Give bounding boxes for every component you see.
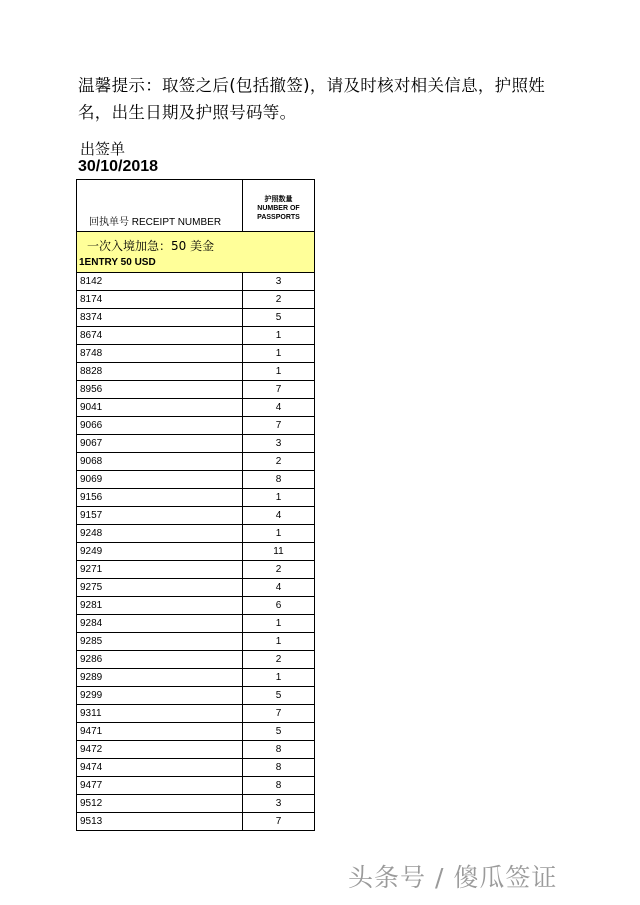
table-row bbox=[77, 435, 315, 453]
passport-count-cell: 2 bbox=[243, 561, 315, 579]
table-row bbox=[77, 705, 315, 723]
passport-count-cell: 8 bbox=[243, 471, 315, 489]
table-row bbox=[77, 363, 315, 381]
table-row bbox=[77, 309, 315, 327]
document-date: 30/10/2018 bbox=[78, 158, 159, 175]
passport-count-cell: 2 bbox=[243, 651, 315, 669]
passport-count-header-en-1: NUMBER OF bbox=[257, 205, 300, 212]
passport-count-cell: 1 bbox=[243, 525, 315, 543]
receipt-number-cell: 9281 bbox=[77, 597, 243, 615]
receipt-number-cell: 9068 bbox=[77, 453, 243, 471]
passport-count-cell: 6 bbox=[243, 597, 315, 615]
table-row bbox=[77, 489, 315, 507]
table-row bbox=[77, 525, 315, 543]
document-title: 出签单 bbox=[80, 140, 126, 158]
passport-count-cell: 5 bbox=[243, 723, 315, 741]
passport-count-cell: 8 bbox=[243, 777, 315, 795]
passport-count-cell: 3 bbox=[243, 795, 315, 813]
receipt-number-cell: 9248 bbox=[77, 525, 243, 543]
passport-count-cell: 4 bbox=[243, 507, 315, 525]
passport-count-header-cn: 护照数量 bbox=[264, 196, 293, 203]
table-row bbox=[77, 687, 315, 705]
passport-count-cell: 4 bbox=[243, 579, 315, 597]
watermark: 头条号 / 傻瓜签证 bbox=[348, 863, 558, 892]
receipt-number-cell: 8828 bbox=[77, 363, 243, 381]
passport-count-cell: 8 bbox=[243, 741, 315, 759]
table-row bbox=[77, 453, 315, 471]
passport-count-cell: 7 bbox=[243, 417, 315, 435]
table-row bbox=[77, 543, 315, 561]
receipt-number-header: 回执单号 RECEIPT NUMBER bbox=[77, 180, 243, 232]
receipt-number-cell: 9156 bbox=[77, 489, 243, 507]
receipt-number-cell: 9285 bbox=[77, 633, 243, 651]
receipt-number-cell: 9311 bbox=[77, 705, 243, 723]
table-row bbox=[77, 471, 315, 489]
passport-count-cell: 7 bbox=[243, 705, 315, 723]
passport-count-cell: 7 bbox=[243, 813, 315, 831]
receipt-table bbox=[76, 179, 315, 831]
table-row bbox=[77, 507, 315, 525]
section-label-cn: 一次入境加急：50 美金 bbox=[87, 239, 215, 253]
table-row bbox=[77, 597, 315, 615]
receipt-number-cell: 9067 bbox=[77, 435, 243, 453]
passport-count-cell: 1 bbox=[243, 363, 315, 381]
table-row bbox=[77, 345, 315, 363]
passport-count-cell: 1 bbox=[243, 615, 315, 633]
receipt-number-cell: 9477 bbox=[77, 777, 243, 795]
passport-count-cell: 2 bbox=[243, 453, 315, 471]
table-row bbox=[77, 633, 315, 651]
receipt-number-cell: 8748 bbox=[77, 345, 243, 363]
passport-count-cell: 1 bbox=[243, 345, 315, 363]
receipt-number-cell: 9299 bbox=[77, 687, 243, 705]
passport-count-header-en-2: PASSPORTS bbox=[257, 214, 300, 221]
passport-count-cell: 1 bbox=[243, 669, 315, 687]
receipt-number-cell: 9471 bbox=[77, 723, 243, 741]
passport-count-cell: 1 bbox=[243, 327, 315, 345]
table-row bbox=[77, 669, 315, 687]
receipt-number-cell: 8956 bbox=[77, 381, 243, 399]
table-row bbox=[77, 417, 315, 435]
table-row bbox=[77, 579, 315, 597]
passport-count-cell: 1 bbox=[243, 633, 315, 651]
receipt-number-cell: 9249 bbox=[77, 543, 243, 561]
table-row bbox=[77, 273, 315, 291]
passport-count-cell: 1 bbox=[243, 489, 315, 507]
table-row bbox=[77, 741, 315, 759]
receipt-number-cell: 9512 bbox=[77, 795, 243, 813]
table-row bbox=[77, 561, 315, 579]
table-row bbox=[77, 399, 315, 417]
table-row bbox=[77, 381, 315, 399]
passport-count-cell: 2 bbox=[243, 291, 315, 309]
table-row bbox=[77, 813, 315, 831]
section-label bbox=[77, 232, 315, 273]
receipt-number-cell: 9275 bbox=[77, 579, 243, 597]
passport-count-cell: 5 bbox=[243, 309, 315, 327]
table-row bbox=[77, 759, 315, 777]
receipt-number-cell: 8674 bbox=[77, 327, 243, 345]
receipt-number-cell: 9069 bbox=[77, 471, 243, 489]
passport-count-cell: 11 bbox=[243, 543, 315, 561]
table-row bbox=[77, 651, 315, 669]
receipt-number-cell: 9157 bbox=[77, 507, 243, 525]
receipt-number-cell: 9271 bbox=[77, 561, 243, 579]
passport-count-cell: 3 bbox=[243, 273, 315, 291]
table-row bbox=[77, 723, 315, 741]
receipt-number-cell: 9472 bbox=[77, 741, 243, 759]
receipt-number-cell: 8174 bbox=[77, 291, 243, 309]
passport-count-cell: 5 bbox=[243, 687, 315, 705]
receipt-number-cell: 8142 bbox=[77, 273, 243, 291]
section-header-row bbox=[77, 232, 315, 273]
passport-count-cell: 7 bbox=[243, 381, 315, 399]
receipt-number-cell: 9286 bbox=[77, 651, 243, 669]
table-header-row bbox=[77, 180, 315, 232]
passport-count-cell: 8 bbox=[243, 759, 315, 777]
passport-count-header bbox=[243, 180, 315, 232]
receipt-number-cell: 9474 bbox=[77, 759, 243, 777]
receipt-number-cell: 9513 bbox=[77, 813, 243, 831]
passport-count-cell: 3 bbox=[243, 435, 315, 453]
receipt-number-cell: 8374 bbox=[77, 309, 243, 327]
receipt-number-cell: 9289 bbox=[77, 669, 243, 687]
receipt-number-cell: 9284 bbox=[77, 615, 243, 633]
section-label-en: 1ENTRY 50 USD bbox=[79, 257, 156, 268]
passport-count-cell: 4 bbox=[243, 399, 315, 417]
notice-text: 温馨提示：取签之后(包括撤签)，请及时核对相关信息，护照姓名，出生日期及护照号码等。 bbox=[78, 76, 546, 122]
table-row bbox=[77, 327, 315, 345]
table-row bbox=[77, 615, 315, 633]
receipt-number-cell: 9066 bbox=[77, 417, 243, 435]
receipt-number-cell: 9041 bbox=[77, 399, 243, 417]
table-row bbox=[77, 795, 315, 813]
table-row bbox=[77, 777, 315, 795]
table-row bbox=[77, 291, 315, 309]
